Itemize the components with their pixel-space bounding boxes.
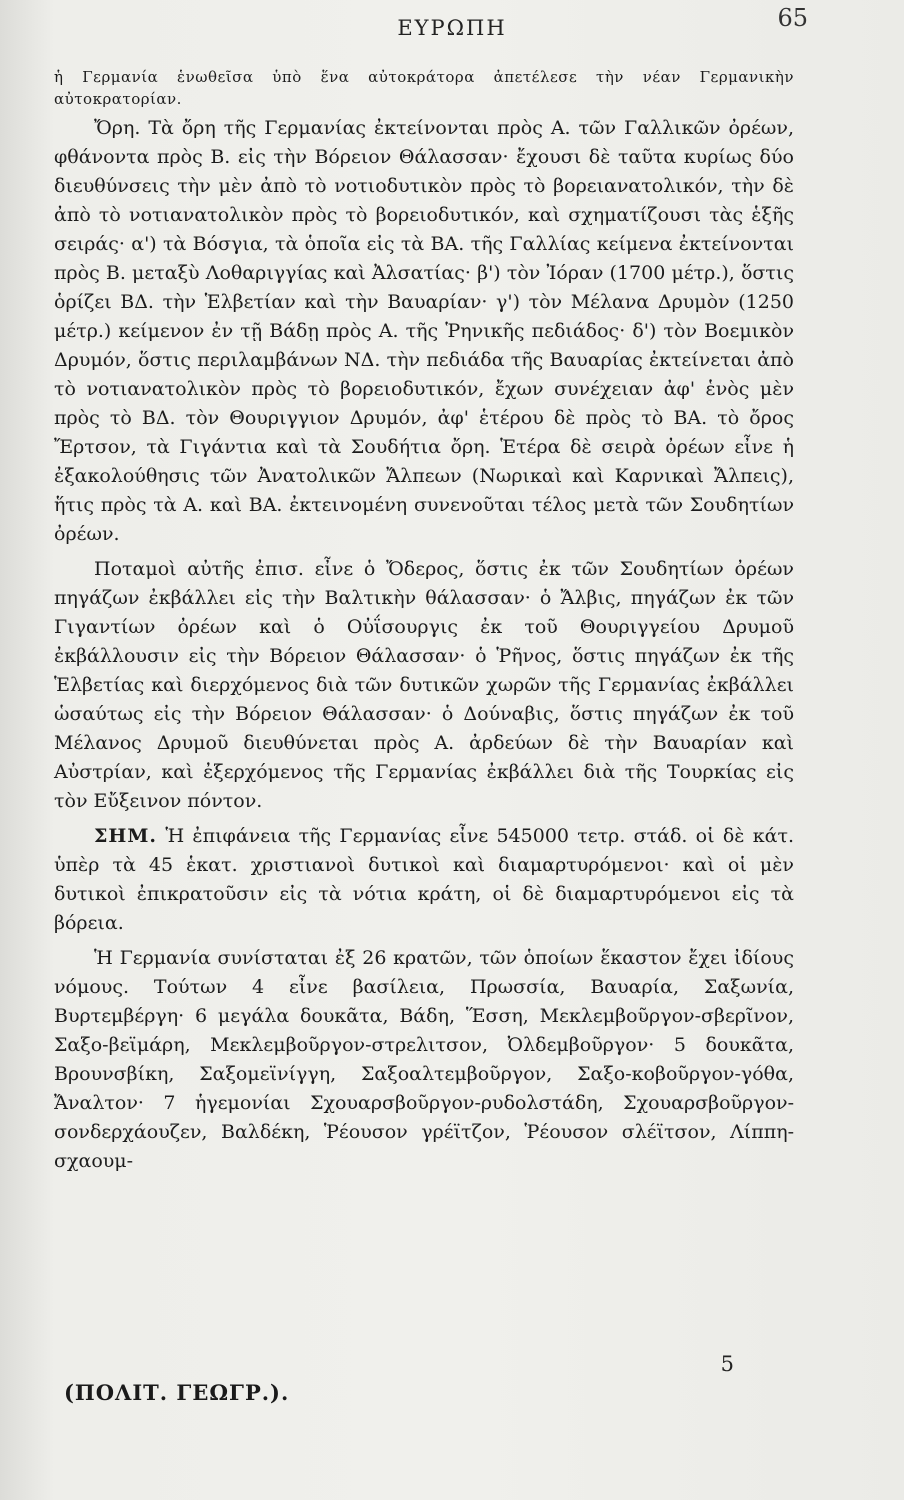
signature-number: 5	[720, 1352, 734, 1376]
paragraph-intro: ἡ Γερμανία ἑνωθεῖσα ὑπὸ ἕνα αὐτοκράτορα ἀπετέλεσε τὴν νέαν Γερμανικὴν αὐτοκρατορίαν.	[54, 68, 794, 108]
paragraph-rivers: Ποταμοὶ αὐτῆς ἐπισ. εἶνε ὁ Ὄδερος, ὅστις ἐκ τῶν Σουδητίων ὀρέων πηγάζων ἐκβάλλει εἰς τὴν Βαλτικὴν θάλασσαν· ὁ Ἄλβις, πηγάζων ἐκ τῶν Γιγαντίων ὀρέων καὶ ὁ Οὐΐσουργις ἐκ τοῦ Θουριγγείου Δρυμοῦ ἐκβάλλουσιν εἰς τὴν Βόρειον Θάλασσαν· ὁ Ῥῆνος, ὅστις πηγάζων ἐκ τῆς Ἑλβετίας καὶ διερχόμενος διὰ τῶν δυτικῶν χωρῶν τῆς Γερμανίας ἐκβάλλει ὡσαύτως εἰς τὴν Βόρειον Θάλασσαν· ὁ Δούναβις, ὅστις πηγάζων ἐκ τοῦ Μέλανος Δρυμοῦ διευθύνεται πρὸς Α. ἀρδεύων δὲ τὴν Βαυαρίαν καὶ Αὐστρίαν, καὶ ἐξερχόμενος τῆς Γερμανίας ἐκβάλλει διὰ τῆς Τουρκίας εἰς τὸν Εὔξεινον πόντον.	[54, 558, 794, 812]
footer-label: (ΠΟΛΙΤ. ΓΕΩΓΡ.).	[64, 1380, 290, 1405]
note-paragraph	[54, 822, 794, 938]
paragraph-mountains: Ὄρη. Τὰ ὄρη τῆς Γερμανίας ἐκτείνονται πρὸς Α. τῶν Γαλλικῶν ὀρέων, φθάνοντα πρὸς Β. εἰς τὴν Βόρειον Θάλασσαν· ἔχουσι δὲ ταῦτα κυρίως δύο διευθύνσεις τὴν μὲν ἀπὸ τὸ νοτιοδυτικὸν πρὸς τὸ βορειανατολικόν, τὴν δὲ ἀπὸ τὸ νοτιανατολικὸν πρὸς τὸ βορειοδυτικόν, καὶ σχηματίζουσι τὰς ἑξῆς σειράς· α') τὰ Βόσγια, τὰ ὁποῖα εἰς τὰ ΒΑ. τῆς Γαλλίας κείμενα ἐκτείνονται πρὸς Β. μεταξὺ Λοθαριγγίας καὶ Ἀλσατίας· β') τὸν Ἰόραν (1700 μέτρ.), ὅστις ὁρίζει ΒΔ. τὴν Ἑλβετίαν καὶ τὴν Βαυαρίαν· γ') τὸν Μέλανα Δρυμὸν (1250 μέτρ.) κείμενον ἐν τῇ Βάδῃ πρὸς Α. τῆς Ῥηνικῆς πεδιάδος· δ') τὸν Βοεμικὸν Δρυμόν, ὅστις περιλαμβάνων ΝΔ. τὴν πεδιάδα τῆς Βαυαρίας ἐκτείνεται ἀπὸ τὸ νοτιανατολικὸν πρὸς τὸ βορειοδυτικόν, ἔχων συνέχειαν ἀφ' ἑνὸς μὲν πρὸς τὸ ΒΔ. τὸν Θουριγγιον Δρυμόν, ἀφ' ἑτέρου δὲ πρὸς τὸ ΒΑ. τὸ ὄρος Ἔρτσον, τὰ Γιγάντια καὶ τὰ Σουδήτια ὄρη. Ἑτέρα δὲ σειρὰ ὀρέων εἶνε ἡ ἐξακολούθησις τῶν Ἀνατολικῶν Ἄλπεων (Νωρικαὶ καὶ Καρνικαὶ Ἄλπεις), ἥτις πρὸς τὰ Α. καὶ ΒΑ. ἐκτεινομένη συνενοῦται τέλος μετὰ τῶν Σουδητίων ὀρέων.	[54, 117, 794, 545]
page-number: 65	[777, 4, 808, 32]
paragraph-states: Ἡ Γερμανία συνίσταται ἐξ 26 κρατῶν, τῶν ὁποίων ἕκαστον ἔχει ἰδίους νόμους. Τούτων 4 εἶνε βασίλεια, Πρωσσία, Βαυαρία, Σαξωνία, Βυρτεμβέργη· 6 μεγάλα δουκᾶτα, Βάδη, Ἕσση, Μεκλεμβοῦργον-σβερῖνον, Σαξο-βεϊμάρη, Μεκλεμβοῦργον-στρελιτσον, Ὀλδεμβοῦργον· 5 δουκᾶτα, Βρουνσβίκη, Σαξομεϊνίγγη, Σαξοαλτεμβοῦργον, Σαξο-κοβοῦργον-γόθα, Ἄναλτον· 7 ἡγεμονίαι Σχουαρσβοῦργον-ρυδολστάδη, Σχουαρσβοῦργον-σονδερχάουζεν, Βαλδέκη, Ῥέουσον γρέϊτζον, Ῥέουσον σλέϊτσον, Λίππη-σχαουμ-	[54, 947, 794, 1172]
running-header-title: ΕΥΡΩΠΗ	[397, 16, 507, 40]
note-label: ΣΗΜ.	[94, 825, 158, 847]
body-text	[54, 66, 794, 1182]
note-text: Ἡ ἐπιφάνεια τῆς Γερμανίας εἶνε 545000 τετρ. στάδ. οἱ δὲ κάτ. ὑπὲρ τὰ 45 ἑκατ. χριστιανοὶ δυτικοὶ καὶ διαμαρτυρόμενοι· καὶ οἱ μὲν δυτικοὶ ἐπικρατοῦσιν εἰς τὰ νότια κράτη, οἱ δὲ διαμαρτυρόμενοι εἰς τὰ βόρεια.	[54, 825, 794, 934]
